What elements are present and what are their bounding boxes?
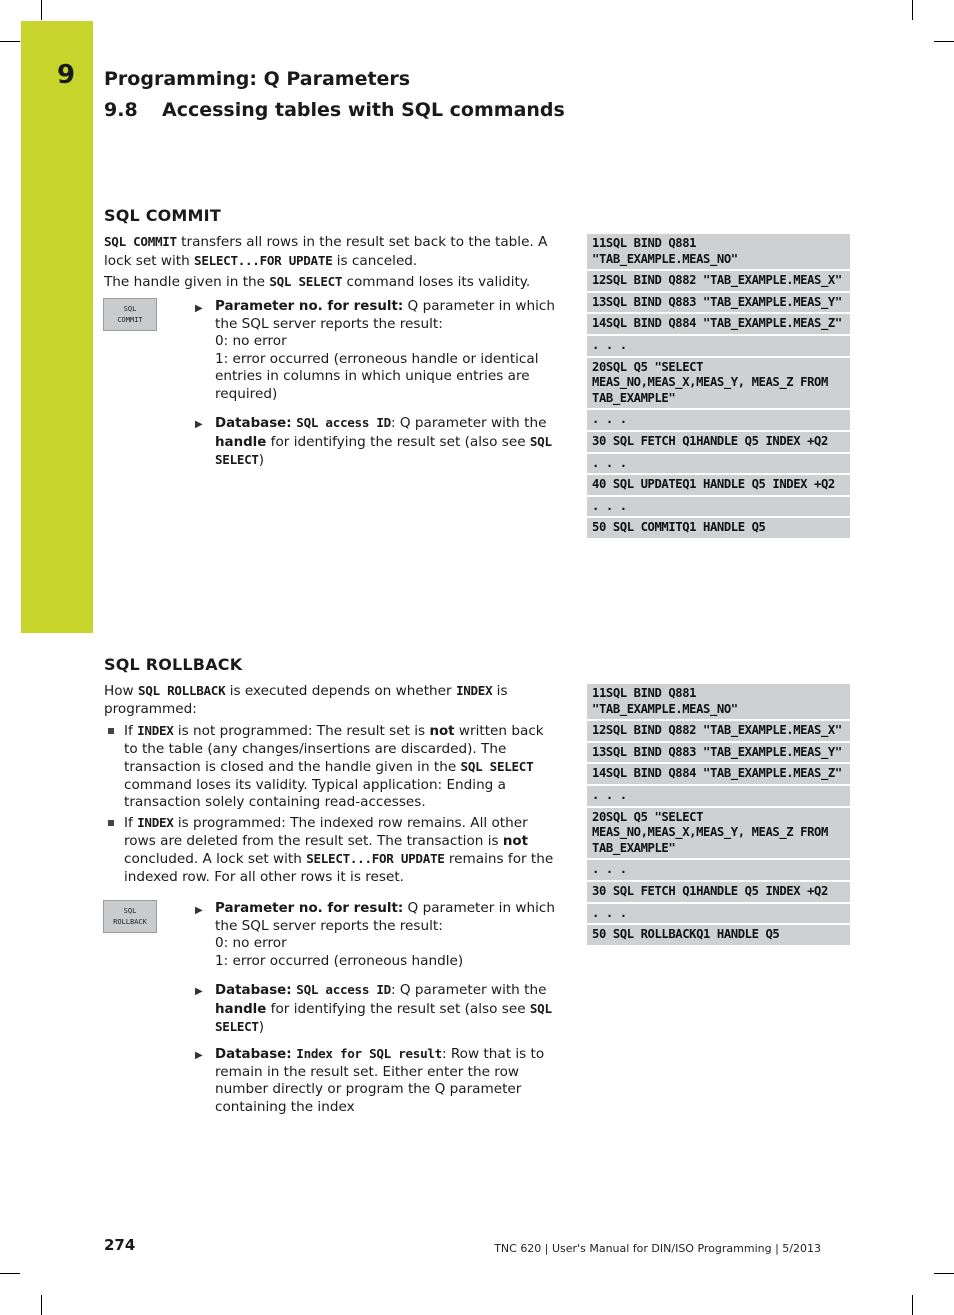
crop-mark bbox=[0, 41, 20, 42]
code-row: 50 SQL ROLLBACKQ1 HANDLE Q5 bbox=[587, 925, 850, 945]
commit-bullet-access-id: ▶ Database: SQL access ID: Q parameter with the handle for identifying the result set (also see SQL SELECT) bbox=[195, 415, 552, 469]
section-title-text: Accessing tables with SQL commands bbox=[162, 99, 565, 121]
code-row: 13SQL BIND Q883 "TAB_EXAMPLE.MEAS_Y" bbox=[587, 743, 850, 763]
code-row: 40 SQL UPDATEQ1 HANDLE Q5 INDEX +Q2 bbox=[587, 475, 850, 495]
commit-code-example bbox=[587, 234, 850, 540]
rollback-list-item-index: If INDEX is programmed: The indexed row remains. All other rows are deleted from the result set. The transaction is not concluded. A lock set with SELECT...FOR UPDATE remains for the indexed row. For all other rows it is reset. bbox=[104, 814, 554, 886]
commit-intro-paragraph: SQL COMMIT transfers all rows in the result set back to the table. A lock set with SELECT...FOR UPDATE is canceled. bbox=[104, 234, 548, 269]
triangle-right-icon: ▶ bbox=[195, 905, 203, 916]
inline-code: SQL SELECT bbox=[269, 274, 343, 289]
inline-code: SELECT...FOR UPDATE bbox=[194, 252, 333, 268]
code-row: 30 SQL FETCH Q1HANDLE Q5 INDEX +Q2 bbox=[587, 432, 850, 452]
triangle-right-icon: ▶ bbox=[195, 419, 203, 430]
footer-text: TNC 620 | User's Manual for DIN/ISO Programming | 5/2013 bbox=[494, 1242, 821, 1255]
crop-mark bbox=[41, 0, 42, 20]
code-row: . . . bbox=[587, 410, 850, 430]
code-row: 20SQL Q5 "SELECT MEAS_NO,MEAS_X,MEAS_Y, MEAS_Z FROM TAB_EXAMPLE" bbox=[587, 358, 850, 409]
crop-mark bbox=[934, 1273, 954, 1274]
chapter-number: 9 bbox=[57, 60, 76, 90]
triangle-right-icon: ▶ bbox=[195, 986, 203, 997]
crop-mark bbox=[934, 41, 954, 42]
section-title bbox=[104, 99, 565, 121]
crop-mark bbox=[41, 1295, 42, 1315]
code-row: 11SQL BIND Q881 "TAB_EXAMPLE.MEAS_NO" bbox=[587, 684, 850, 719]
square-bullet-icon bbox=[108, 728, 114, 734]
triangle-right-icon: ▶ bbox=[195, 1050, 203, 1061]
crop-mark bbox=[912, 1295, 913, 1315]
code-row: 14SQL BIND Q884 "TAB_EXAMPLE.MEAS_Z" bbox=[587, 314, 850, 334]
crop-mark bbox=[912, 0, 913, 20]
sql-rollback-softkey: SQL ROLLBACK bbox=[103, 900, 157, 933]
code-row: 12SQL BIND Q882 "TAB_EXAMPLE.MEAS_X" bbox=[587, 721, 850, 741]
chapter-tab-bar bbox=[21, 21, 93, 633]
code-row: 13SQL BIND Q883 "TAB_EXAMPLE.MEAS_Y" bbox=[587, 293, 850, 313]
sql-commit-softkey: SQL COMMIT bbox=[103, 298, 157, 331]
crop-mark bbox=[0, 1273, 20, 1274]
code-row: 30 SQL FETCH Q1HANDLE Q5 INDEX +Q2 bbox=[587, 882, 850, 902]
code-row: . . . bbox=[587, 454, 850, 474]
chapter-title: Programming: Q Parameters bbox=[104, 68, 411, 90]
section-number: 9.8 bbox=[104, 99, 138, 121]
page-number: 274 bbox=[104, 1236, 136, 1254]
rollback-code-example bbox=[587, 684, 850, 947]
commit-bullet-result: ▶ Parameter no. for result: Q parameter in which the SQL server reports the result: 0: no error 1: error occurred (erroneous handle or identical entries in columns in which unique entries are required) bbox=[195, 298, 555, 402]
square-bullet-icon bbox=[108, 820, 114, 826]
rollback-bullet-result: ▶ Parameter no. for result: Q parameter in which the SQL server reports the result: 0: no error 1: error occurred (erroneous handle) bbox=[195, 900, 555, 969]
rollback-heading: SQL ROLLBACK bbox=[104, 655, 243, 674]
code-row: 11SQL BIND Q881 "TAB_EXAMPLE.MEAS_NO" bbox=[587, 234, 850, 269]
rollback-list-item-no-index: If INDEX is not programmed: The result set is not written back to the table (any changes/insertions are discarded). The transaction is closed and the handle given in the SQL SELECT command loses its validity. Typical application: Ending a transaction solely containing read-accesses. bbox=[104, 722, 554, 812]
code-row: . . . bbox=[587, 336, 850, 356]
commit-heading: SQL COMMIT bbox=[104, 206, 221, 225]
code-row: 50 SQL COMMITQ1 HANDLE Q5 bbox=[587, 518, 850, 538]
inline-code: SQL COMMIT bbox=[104, 234, 177, 249]
code-row: . . . bbox=[587, 786, 850, 806]
code-row: 14SQL BIND Q884 "TAB_EXAMPLE.MEAS_Z" bbox=[587, 764, 850, 784]
code-row: 12SQL BIND Q882 "TAB_EXAMPLE.MEAS_X" bbox=[587, 271, 850, 291]
triangle-right-icon: ▶ bbox=[195, 303, 203, 314]
code-row: . . . bbox=[587, 860, 850, 880]
code-row: . . . bbox=[587, 497, 850, 517]
code-row: . . . bbox=[587, 904, 850, 924]
rollback-bullet-index: ▶ Database: Index for SQL result: Row that is to remain in the result set. Either enter the row number directly or program the Q parameter containing the index bbox=[195, 1046, 545, 1115]
rollback-bullet-access-id: ▶ Database: SQL access ID: Q parameter with the handle for identifying the result set (also see SQL SELECT) bbox=[195, 982, 552, 1036]
commit-handle-paragraph: The handle given in the SQL SELECT command loses its validity. bbox=[104, 274, 531, 290]
code-row: 20SQL Q5 "SELECT MEAS_NO,MEAS_X,MEAS_Y, MEAS_Z FROM TAB_EXAMPLE" bbox=[587, 808, 850, 859]
rollback-intro-paragraph: How SQL ROLLBACK is executed depends on whether INDEX is programmed: bbox=[104, 683, 508, 717]
